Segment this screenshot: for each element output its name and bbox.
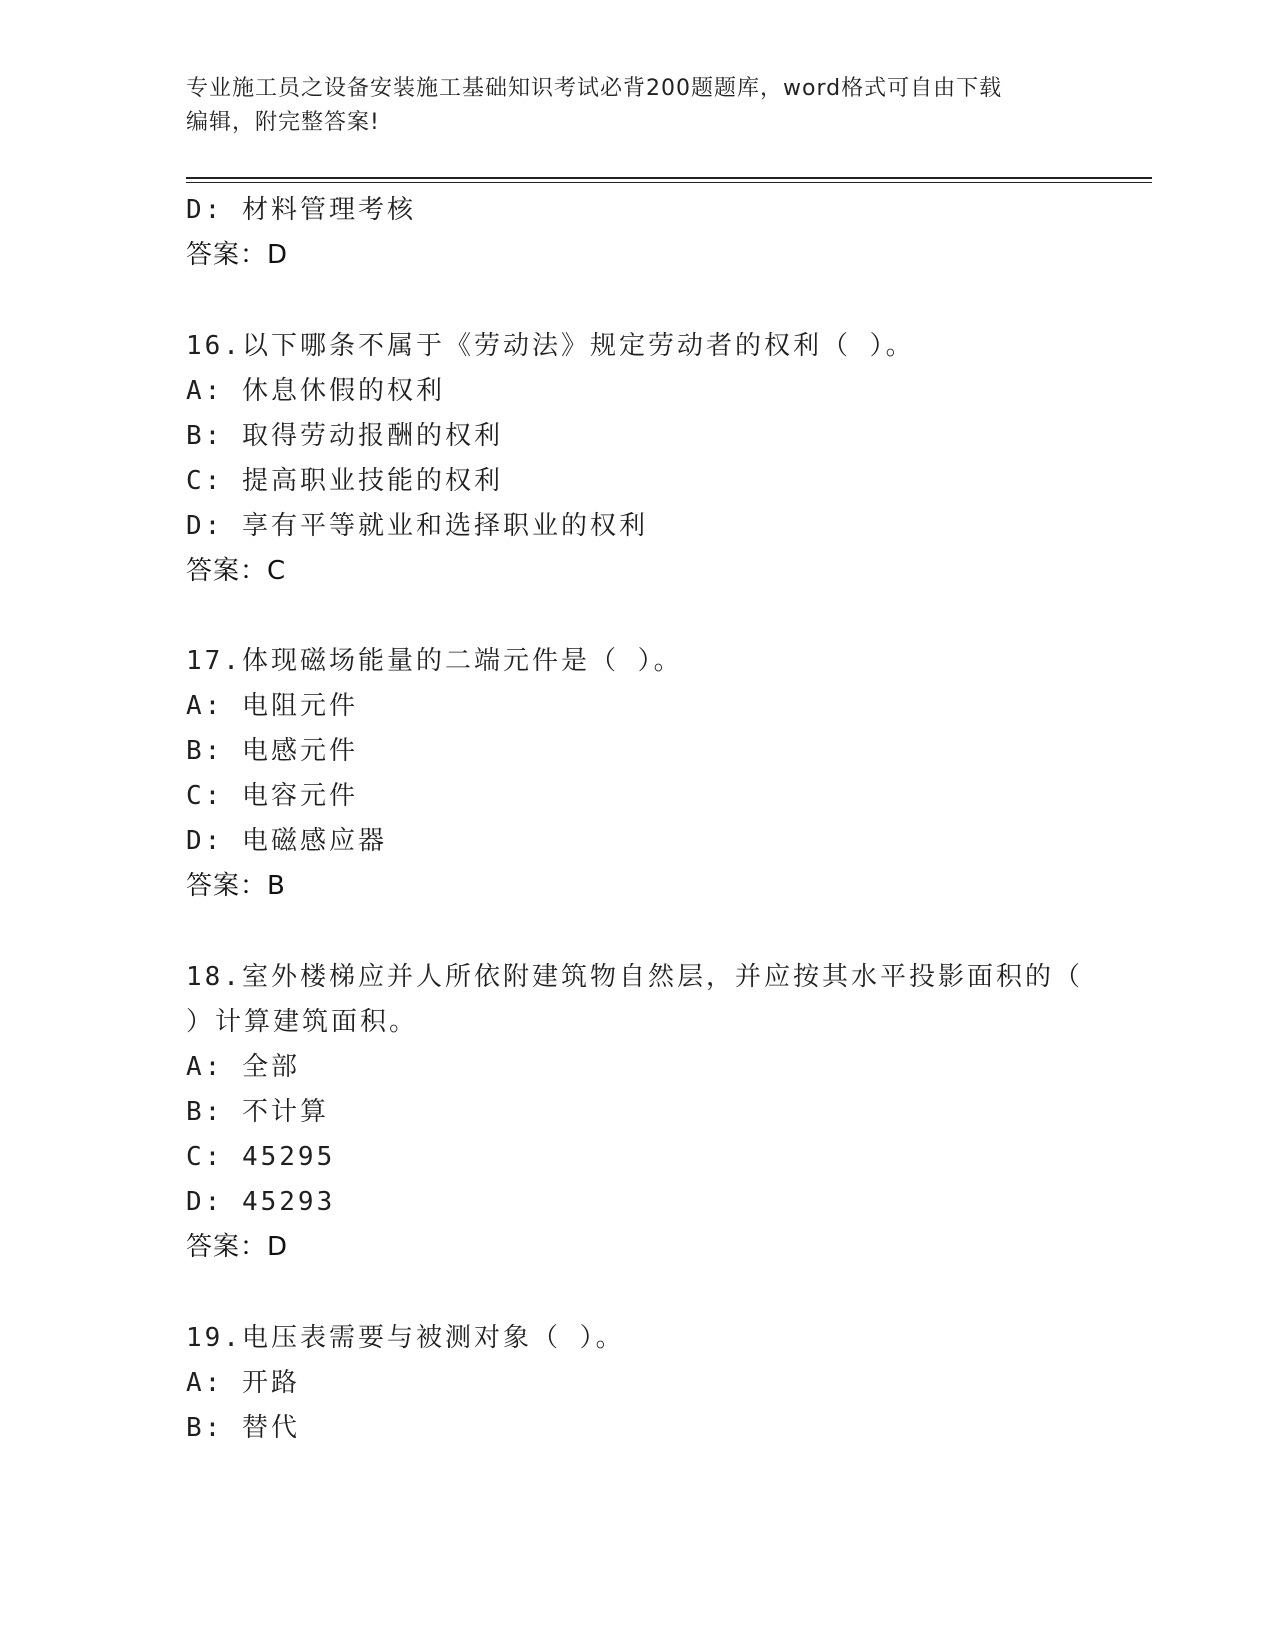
header-divider-thin: [186, 182, 1152, 183]
q18-option-c: C: 45295: [186, 1142, 336, 1172]
q18-question-line-2: ）计算建筑面积。: [186, 1007, 419, 1037]
q16-option-d: D: 享有平等就业和选择职业的权利: [186, 511, 648, 541]
q18-option-d: D: 45293: [186, 1187, 336, 1217]
q17-question: 17.体现磁场能量的二端元件是（ ）。: [186, 646, 683, 676]
q16-option-a: A: 休息休假的权利: [186, 376, 445, 406]
q19-option-b: B: 替代: [186, 1413, 300, 1443]
q15-answer: 答案：D: [186, 240, 289, 270]
q15-option-d: D: 材料管理考核: [186, 195, 416, 225]
q17-option-c: C: 电容元件: [186, 781, 358, 811]
q18-option-a: A: 全部: [186, 1052, 300, 1082]
q17-answer: 答案：B: [186, 871, 286, 901]
document-header: [186, 72, 1086, 140]
header-title-line-2: 编辑，附完整答案!: [186, 110, 380, 135]
q17-option-d: D: 电磁感应器: [186, 826, 387, 856]
q17-option-a: A: 电阻元件: [186, 691, 358, 721]
q16-option-b: B: 取得劳动报酬的权利: [186, 421, 503, 451]
header-divider-thick: [186, 177, 1152, 179]
q19-option-a: A: 开路: [186, 1368, 300, 1398]
q18-answer: 答案：D: [186, 1232, 289, 1262]
q18-question-line-1: 18.室外楼梯应并人所依附建筑物自然层，并应按其水平投影面积的（: [186, 962, 1083, 992]
q19-question: 19.电压表需要与被测对象（ ）。: [186, 1323, 625, 1353]
header-title-line-1: 专业施工员之设备安装施工基础知识考试必背200题题库，word格式可自由下载: [186, 76, 1003, 101]
q16-question: 16.以下哪条不属于《劳动法》规定劳动者的权利（ ）。: [186, 331, 915, 361]
q16-option-c: C: 提高职业技能的权利: [186, 466, 503, 496]
q16-answer: 答案：C: [186, 556, 287, 586]
q18-option-b: B: 不计算: [186, 1097, 329, 1127]
q17-option-b: B: 电感元件: [186, 736, 358, 766]
